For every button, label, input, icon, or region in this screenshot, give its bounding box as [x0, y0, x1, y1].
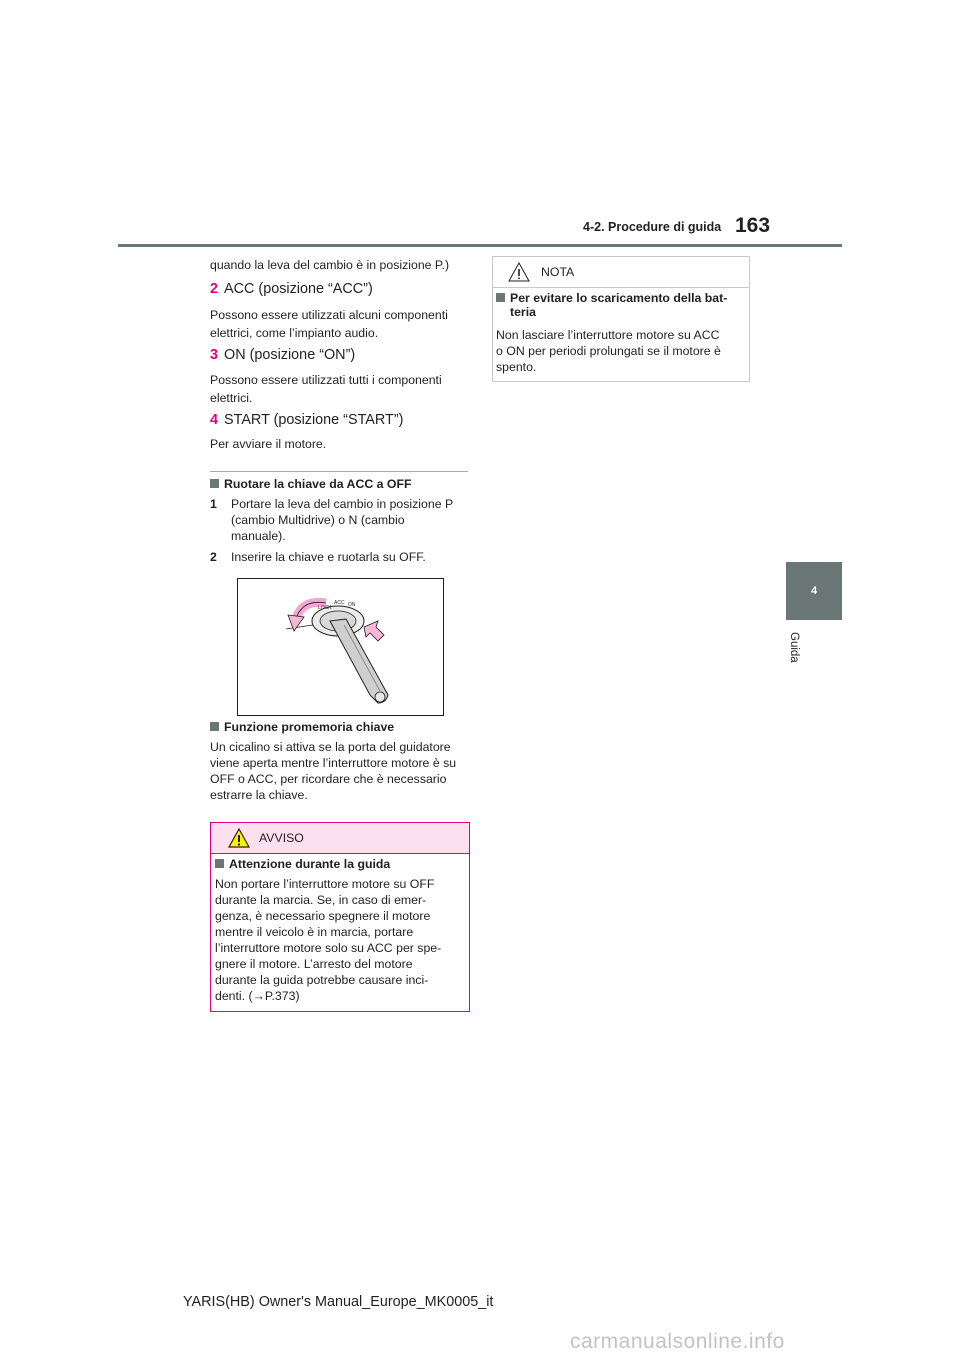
square-bullet-icon [215, 859, 224, 868]
item-1-number: 1 [210, 497, 217, 511]
note-heading-line-2: teria [510, 305, 536, 319]
turn-key-item-2 [210, 549, 470, 565]
turn-key-heading-text: Ruotare la chiave da ACC a OFF [224, 477, 412, 491]
reminder-line-4: estrarre la chiave. [210, 788, 308, 802]
svg-text:LOCK: LOCK [318, 605, 332, 611]
step-3-desc-line-2: elettrici. [210, 391, 253, 405]
warning-heading [215, 857, 390, 871]
warning-line-7: durante la guida potrebbe causare inci- [215, 973, 429, 987]
caution-triangle-icon [508, 262, 530, 282]
step-3-heading [210, 347, 355, 363]
step-2-number: 2 [210, 281, 219, 297]
square-bullet-icon [496, 293, 505, 302]
note-line-2: o ON per periodi prolungati se il motore è [496, 344, 721, 358]
reminder-line-3: OFF o ACC, per ricordare che è necessario [210, 772, 447, 786]
step-4-heading [210, 412, 403, 428]
step-2-title: ACC (posizione “ACC”) [224, 281, 373, 297]
note-heading [496, 291, 746, 319]
note-title: NOTA [541, 265, 575, 279]
note-box [492, 256, 750, 382]
square-bullet-icon [210, 722, 219, 731]
section-divider [210, 471, 468, 472]
reminder-heading-text: Funzione promemoria chiave [224, 720, 395, 734]
svg-text:ON: ON [348, 602, 356, 608]
item-2-line-1: Inserire la chiave e ruotarla su OFF. [231, 550, 426, 564]
step-4-title: START (posizione “START”) [224, 412, 404, 428]
step-2-desc-line-2: elettrici, come l’impianto audio. [210, 326, 379, 340]
warning-triangle-icon [228, 828, 250, 848]
chapter-label [786, 632, 802, 672]
reminder-line-1: Un cicalino si attiva se la porta del guidatore [210, 740, 451, 754]
item-1-line-3: manuale). [231, 529, 286, 543]
warning-line-4: mentre il veicolo è in marcia, portare [215, 925, 414, 939]
warning-box-header [211, 823, 469, 854]
step-4-number: 4 [210, 412, 219, 428]
warning-line-6: gnere il motore. L’arresto del motore [215, 957, 413, 971]
page-number: 163 [735, 214, 771, 237]
warning-line-2: durante la marcia. Se, in caso di emer- [215, 893, 427, 907]
intro-text: quando la leva del cambio è in posizione P.) [210, 258, 450, 272]
reminder-heading [210, 720, 394, 734]
square-bullet-icon [210, 479, 219, 488]
step-2-heading [210, 281, 373, 297]
warning-line-5: l’interruttore motore solo su ACC per spe- [215, 941, 442, 955]
warning-heading-text: Attenzione durante la guida [229, 857, 391, 871]
note-line-3: spento. [496, 360, 537, 374]
step-3-title: ON (posizione “ON”) [224, 347, 356, 363]
key-turn-illustration [237, 578, 444, 716]
item-1-line-1: Portare la leva del cambio in posizione P [231, 497, 454, 511]
item-1-line-2: (cambio Multidrive) o N (cambio [231, 513, 405, 527]
footer-manual-id: YARIS(HB) Owner's Manual_Europe_MK0005_it [183, 1294, 494, 1310]
note-heading-line-1: Per evitare lo scaricamento della bat- [510, 291, 728, 305]
warning-box [210, 822, 470, 1012]
step-4-desc-line-1: Per avviare il motore. [210, 437, 327, 451]
svg-text:ACC: ACC [334, 600, 345, 606]
header-rule [118, 244, 842, 247]
note-line-1: Non lasciare l’interruttore motore su ACC [496, 328, 720, 342]
step-3-desc-line-1: Possono essere utilizzati tutti i componenti [210, 373, 442, 387]
section-title: 4-2. Procedure di guida [583, 220, 722, 234]
step-3-number: 3 [210, 347, 219, 363]
warning-title: AVVISO [259, 831, 304, 845]
key-cylinder-drawing [238, 579, 443, 715]
chapter-number: 4 [810, 585, 818, 597]
watermark-text[interactable]: carmanualsonline.info [570, 1330, 785, 1353]
item-2-number: 2 [210, 550, 217, 564]
warning-line-1: Non portare l’interruttore motore su OFF [215, 877, 435, 891]
warning-line-3: genza, è necessario spegnere il motore [215, 909, 431, 923]
turn-key-item-1 [210, 496, 470, 544]
warning-line-8: denti. (→P.373) [215, 989, 300, 1003]
reminder-line-2: viene aperta mentre l’interruttore motore è su [210, 756, 457, 770]
chapter-label-text: Guida [788, 632, 800, 663]
note-box-header [493, 257, 749, 288]
turn-key-heading [210, 477, 411, 491]
step-2-desc-line-1: Possono essere utilizzati alcuni componenti [210, 308, 448, 322]
